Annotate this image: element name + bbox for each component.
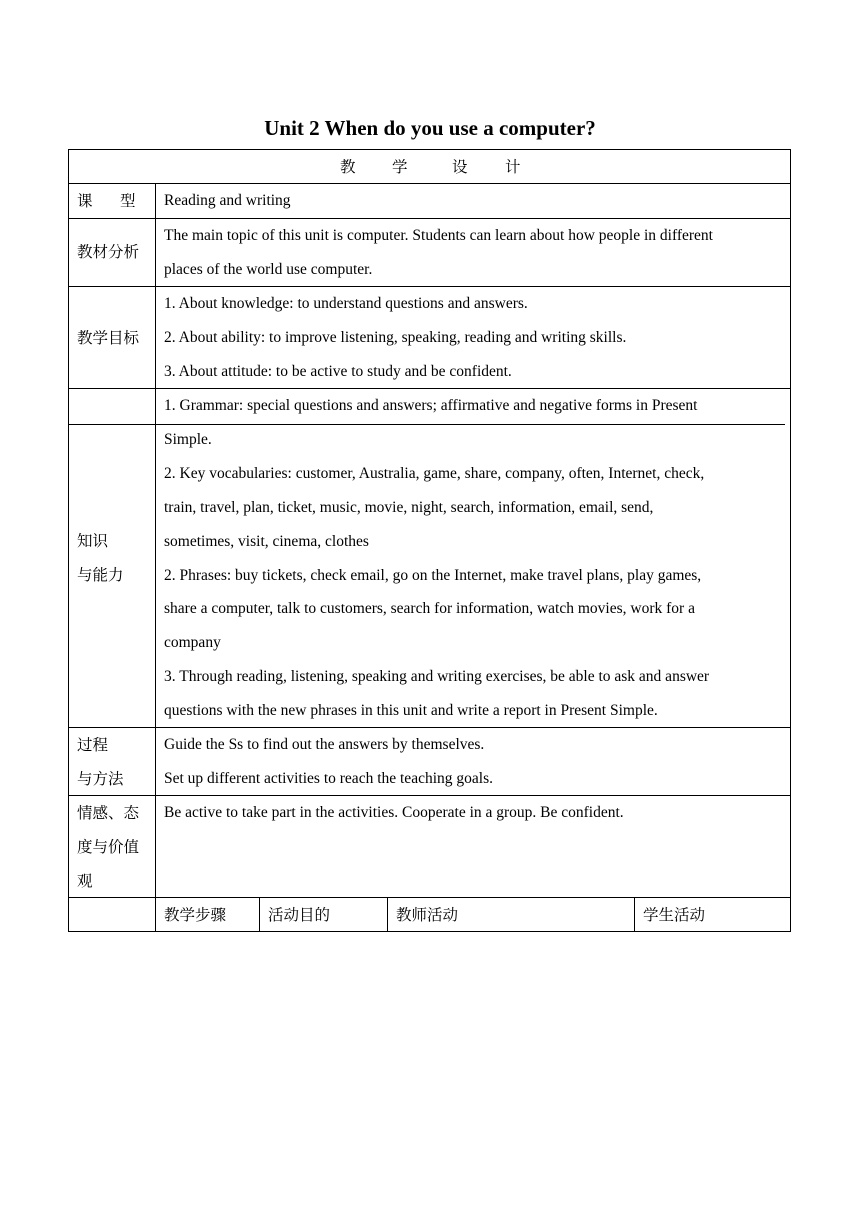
knowledge-line: 3. Through reading, listening, speaking and writing exercises, be able to ask and answer	[164, 668, 710, 685]
table-header-char: 设	[452, 158, 468, 176]
knowledge-line: 1. Grammar: special questions and answers; affirmative and negative forms in Present	[164, 397, 698, 414]
student-activity-column-header: 学生活动	[643, 906, 706, 924]
knowledge-ability-label: 知识	[77, 532, 109, 550]
table-header-char: 计	[505, 158, 521, 176]
lesson-type-value: Reading and writing	[164, 192, 291, 209]
emotion-attitude-value: Be active to take part in the activities. Cooperate in a group. Be confident.	[164, 804, 624, 821]
teaching-goal-line: 3. About attitude: to be active to study and be confident.	[164, 363, 512, 380]
lesson-type-label: 型	[120, 192, 136, 210]
knowledge-line: sometimes, visit, cinema, clothes	[164, 533, 369, 550]
lesson-type-label: 课	[77, 192, 93, 210]
column-divider	[634, 897, 635, 932]
material-analysis-line: The main topic of this unit is computer. Students can learn about how people in different	[164, 227, 713, 244]
knowledge-line: 2. Phrases: buy tickets, check email, go on the Internet, make travel plans, play games,	[164, 567, 702, 584]
knowledge-line: share a computer, talk to customers, search for information, watch movies, work for a	[164, 600, 695, 617]
label-column-divider	[155, 183, 156, 932]
material-analysis-label: 教材分析	[77, 243, 140, 261]
material-analysis-line: places of the world use computer.	[164, 261, 373, 278]
table-header-char: 学	[392, 158, 408, 176]
teacher-activity-column-header: 教师活动	[396, 906, 459, 924]
teaching-goal-line: 1. About knowledge: to understand questions and answers.	[164, 295, 528, 312]
process-method-line: Guide the Ss to find out the answers by themselves.	[164, 736, 485, 753]
teaching-goals-label: 教学目标	[77, 329, 140, 347]
column-divider	[259, 897, 260, 932]
knowledge-line: Simple.	[164, 431, 212, 448]
emotion-attitude-label: 度与价值	[77, 838, 140, 856]
process-method-label: 过程	[77, 736, 109, 754]
knowledge-line: questions with the new phrases in this unit and write a report in Present Simple.	[164, 702, 658, 719]
process-method-label: 与方法	[77, 770, 124, 788]
knowledge-line: train, travel, plan, ticket, music, movie, night, search, information, email, send,	[164, 499, 654, 516]
emotion-attitude-label: 情感、态	[77, 804, 140, 822]
table-header-char: 教	[340, 158, 356, 176]
knowledge-line: 2. Key vocabularies: customer, Australia, game, share, company, often, Internet, check,	[164, 465, 705, 482]
page-title: Unit 2 When do you use a computer?	[264, 116, 596, 140]
process-method-line: Set up different activities to reach the teaching goals.	[164, 770, 493, 787]
column-divider	[387, 897, 388, 932]
teaching-goal-line: 2. About ability: to improve listening, speaking, reading and writing skills.	[164, 329, 627, 346]
emotion-attitude-label: 观	[77, 872, 93, 890]
knowledge-line: company	[164, 634, 221, 651]
knowledge-ability-label: 与能力	[77, 566, 124, 584]
purpose-column-header: 活动目的	[268, 906, 331, 924]
steps-column-header: 教学步骤	[164, 906, 227, 924]
